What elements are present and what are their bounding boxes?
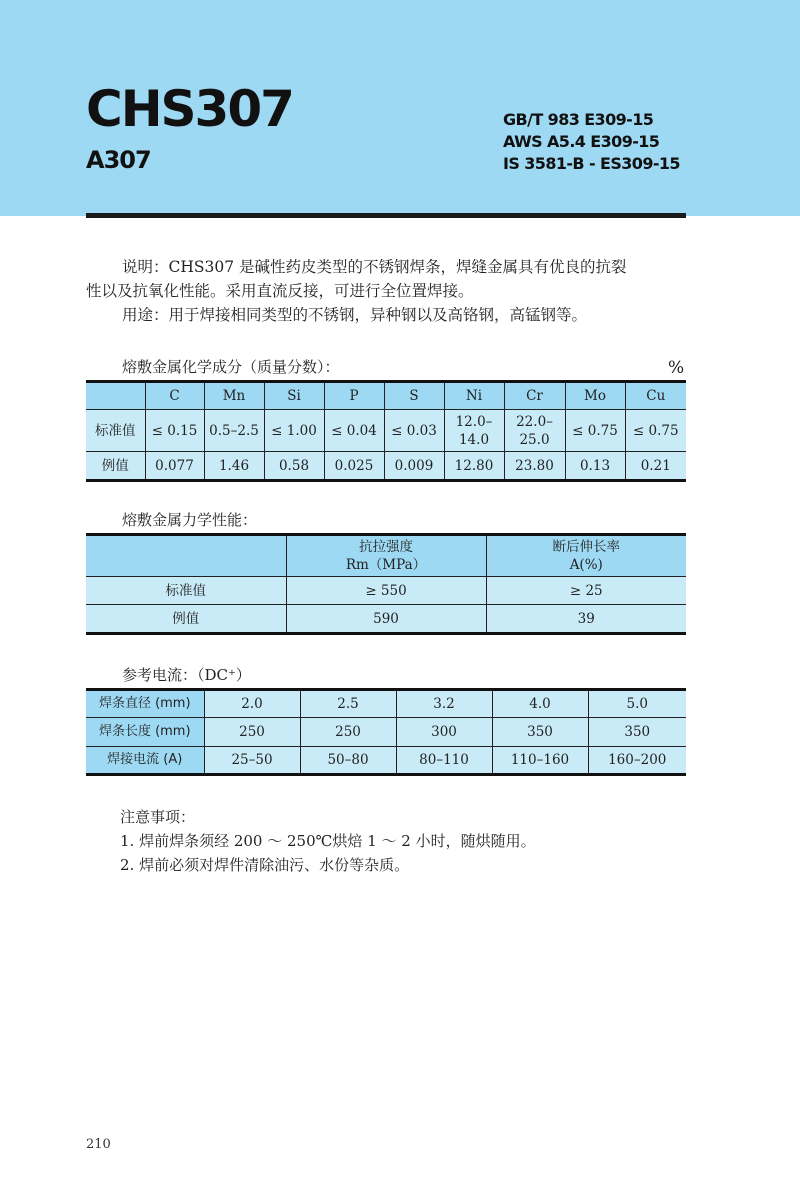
chem-cell: 0.009 (384, 452, 444, 481)
chem-col-ni: Ni (444, 382, 504, 410)
description-line-1 (86, 255, 691, 279)
chem-cell: 0.58 (264, 452, 324, 481)
standard-aws: AWS A5.4 E309-15 (503, 132, 660, 151)
current-type: （DC⁺） (197, 666, 251, 684)
current-row-label: 焊条直径 (mm) (86, 690, 204, 718)
current-cell: 250 (300, 718, 396, 747)
chem-cell: 12.80 (444, 452, 504, 481)
chem-cell: 0.5–2.5 (204, 410, 264, 452)
current-cell: 3.2 (396, 690, 492, 718)
chem-cell: ≤ 0.03 (384, 410, 444, 452)
chem-row-label: 标准值 (86, 410, 145, 452)
chem-cell: ≤ 1.00 (264, 410, 324, 452)
standards-list (503, 109, 680, 175)
current-cell: 350 (588, 718, 686, 747)
chem-header-corner (86, 382, 145, 410)
current-cell: 250 (204, 718, 300, 747)
chem-cell: ≤ 0.75 (625, 410, 686, 452)
current-title: 参考电流： (122, 666, 198, 684)
chem-title: 熔敷金属化学成分（质量分数）： (122, 358, 340, 376)
mech-header-corner (86, 535, 286, 577)
chem-cell: ≤ 0.15 (145, 410, 204, 452)
chem-cell: 12.0– 14.0 (444, 410, 504, 452)
mech-row-label: 标准值 (86, 577, 286, 605)
chem-col-cr: Cr (504, 382, 565, 410)
chem-row-standard (86, 410, 686, 452)
current-row-label: 焊条长度 (mm) (86, 718, 204, 747)
current-cell: 25–50 (204, 747, 300, 775)
current-cell: 350 (492, 718, 588, 747)
description-text-1: CHS307 是碱性药皮类型的不锈钢焊条，焊缝金属具有优良的抗裂 (168, 258, 627, 276)
chem-cell: 22.0– 25.0 (504, 410, 565, 452)
note-item-2: 2. 焊前必须对焊件清除油污、水份等杂质。 (120, 856, 410, 874)
chem-cell: 0.025 (324, 452, 384, 481)
current-cell: 110–160 (492, 747, 588, 775)
mech-header-row (86, 535, 686, 577)
description-label: 说明： (122, 258, 169, 276)
chem-col-c: C (145, 382, 204, 410)
chem-col-mo: Mo (565, 382, 625, 410)
current-cell: 4.0 (492, 690, 588, 718)
current-cell: 160–200 (588, 747, 686, 775)
mech-row-label: 例值 (86, 605, 286, 634)
chem-col-mn: Mn (204, 382, 264, 410)
page-number: 210 (86, 1137, 111, 1152)
current-title-line (122, 664, 251, 685)
current-row-length (86, 718, 686, 747)
chem-table (86, 380, 686, 482)
current-cell: 2.0 (204, 690, 300, 718)
chem-cell: ≤ 0.04 (324, 410, 384, 452)
chem-col-si: Si (264, 382, 324, 410)
standard-gb: GB/T 983 E309-15 (503, 110, 654, 129)
current-row-label: 焊接电流 (A) (86, 747, 204, 775)
current-cell: 5.0 (588, 690, 686, 718)
model-title: CHS307 (86, 80, 293, 138)
notes-block (120, 805, 536, 877)
mech-col-tensile (286, 535, 486, 577)
description-block (86, 255, 691, 327)
alt-model-title: A307 (86, 146, 151, 174)
chem-row-example (86, 452, 686, 481)
note-item-1: 1. 焊前焊条须经 200 ～ 250℃烘焙 1 ～ 2 小时，随烘随用。 (120, 832, 536, 850)
chem-cell: 0.21 (625, 452, 686, 481)
mech-col-elongation-line2: A(%) (569, 557, 603, 573)
current-row-diameter (86, 690, 686, 718)
chem-cell: ≤ 0.75 (565, 410, 625, 452)
current-cell: 50–80 (300, 747, 396, 775)
usage-line (86, 303, 691, 327)
notes-title: 注意事项： (120, 808, 196, 826)
mech-col-tensile-line1: 抗拉强度 (359, 539, 413, 555)
standard-is: IS 3581-B - ES309-15 (503, 154, 680, 173)
chem-unit: % (668, 358, 685, 378)
mech-title: 熔敷金属力学性能： (122, 511, 258, 529)
current-cell: 2.5 (300, 690, 396, 718)
mech-cell: ≥ 25 (486, 577, 686, 605)
chem-col-s: S (384, 382, 444, 410)
mech-table (86, 533, 686, 635)
mech-row-example (86, 605, 686, 634)
description-text-2: 性以及抗氧化性能。采用直流反接，可进行全位置焊接。 (86, 282, 474, 300)
current-row-amperage (86, 747, 686, 775)
chem-cell: 0.13 (565, 452, 625, 481)
current-cell: 80–110 (396, 747, 492, 775)
current-cell: 300 (396, 718, 492, 747)
mech-cell: ≥ 550 (286, 577, 486, 605)
usage-text: 用于焊接相同类型的不锈钢，异种钢以及高铬钢，高锰钢等。 (168, 306, 588, 324)
chem-cell: 1.46 (204, 452, 264, 481)
mech-col-elongation-line1: 断后伸长率 (552, 539, 620, 555)
mech-row-standard (86, 577, 686, 605)
header-divider (86, 213, 686, 218)
chem-col-cu: Cu (625, 382, 686, 410)
chem-header-row (86, 382, 686, 410)
chem-col-p: P (324, 382, 384, 410)
chem-row-label: 例值 (86, 452, 145, 481)
chem-cell: 0.077 (145, 452, 204, 481)
usage-label: 用途： (122, 306, 169, 324)
mech-cell: 590 (286, 605, 486, 634)
mech-cell: 39 (486, 605, 686, 634)
mech-col-elongation (486, 535, 686, 577)
chem-cell: 23.80 (504, 452, 565, 481)
current-table (86, 688, 686, 776)
mech-col-tensile-line2: Rm（MPa） (345, 557, 427, 573)
